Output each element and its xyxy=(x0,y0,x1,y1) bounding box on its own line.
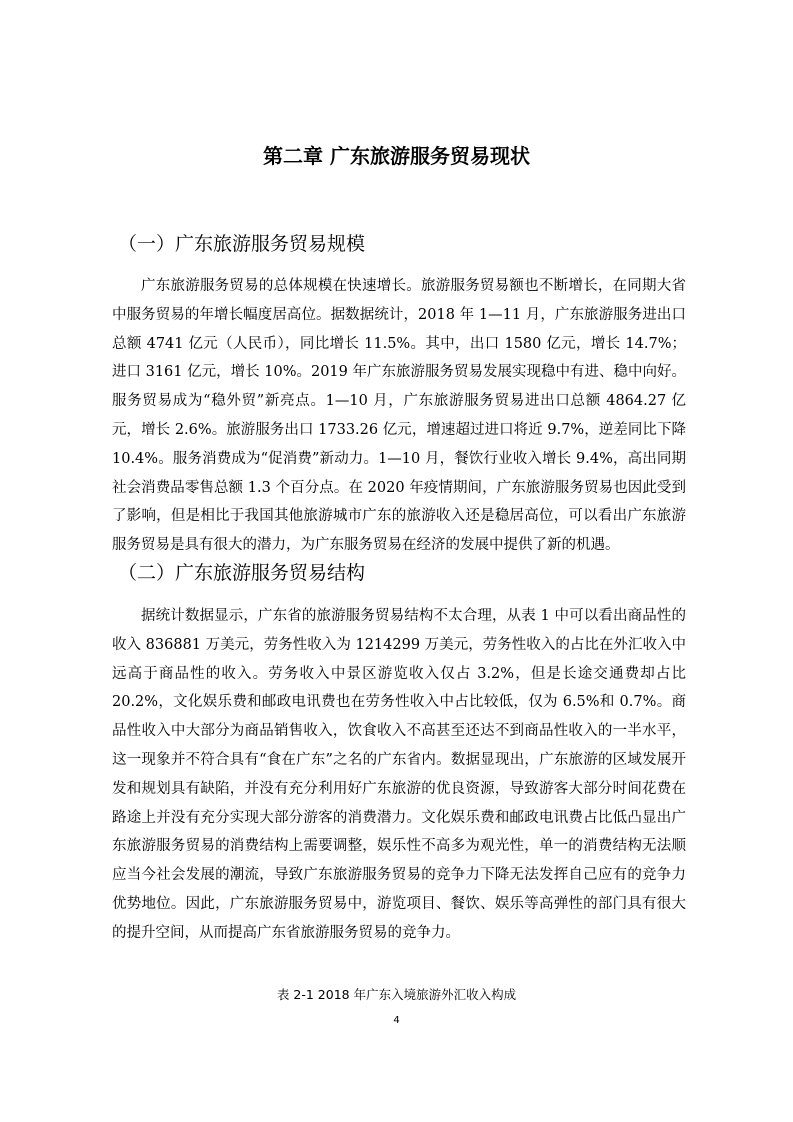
table-caption: 表 2-1 2018 年广东入境旅游外汇收入构成 xyxy=(276,987,517,1002)
paragraph-structure: 据统计数据显示，广东省的旅游服务贸易结构不太合理，从表 1 中可以看出商品性的收入 836881 万美元，劳务性收入为 1214299 万美元，劳务性收入的占比在外汇收入中远高于商品性的收入。劳务收入中景区游览收入仅占 3.2%，但是长途交通费却占比 20.2%，文化娱乐费和邮政电讯费也在劳务性收入中占比较低，仅为 6.5%和 0.7%。商品性收入中大部分为商品销售收入，饮食收入不高甚至还达不到商品性收入的一半水平，这一现象并不符合具有“食在广东”之名的广东省内。数据显现出，广东旅游的区域发展开发和规划具有缺陷，并没有充分利用好广东旅游的优良资源，导致游客大部分时间花费在路途上并没有充分实现大部分游客的消费潜力。文化娱乐费和邮政电讯费占比低凸显出广东旅游服务贸易的消费结构上需要调整，娱乐性不高多为观光性，单一的消费结构无法顺应当今社会发展的潮流，导致广东旅游服务贸易的竞争力下降无法发挥自己应有的竞争力优势地位。因此，广东旅游服务贸易中，游览项目、餐饮、娱乐等高弹性的部门具有很大的提升空间，从而提高广东省旅游服务贸易的竞争力。 xyxy=(112,608,686,941)
section-heading-structure: （二）广东旅游服务贸易结构 xyxy=(118,562,366,584)
page-number: 4 xyxy=(393,1015,400,1026)
paragraph-scale: 广东旅游服务贸易的总体规模在快速增长。旅游服务贸易额也不断增长，在同期大省中服务贸易的年增长幅度居高位。据数据统计，2018 年 1—11 月，广东旅游服务进出口总额 4741 亿元（人民币），同比增长 11.5%。其中，出口 1580 亿元，增长 14.7%；进口 3161 亿元，增长 10%。2019 年广东旅游服务贸易发展实现稳中有进、稳中向好。服务贸易成为“稳外贸”新亮点。1—10 月，广东旅游服务贸易进出口总额 4864.27 亿元，增长 2.6%。旅游服务出口 1733.26 亿元，增速超过进口将近 9.7%，逆差同比下降 10.4%。服务消费成为“促消费”新动力。1—10 月，餐饮行业收入增长 9.4%，高出同期社会消费品零售总额 1.3 个百分点。在 2020 年疫情期间，广东旅游服务贸易也因此受到了影响，但是相比于我国其他旅游城市广东的旅游收入还是稳居高位，可以看出广东旅游服务贸易是具有很大的潜力，为广东服务贸易在经济的发展中提供了新的机遇。 xyxy=(112,278,686,554)
section-heading-scale: （一）广东旅游服务贸易规模 xyxy=(118,233,366,255)
chapter-title: 第二章 广东旅游服务贸易现状 xyxy=(263,144,530,168)
